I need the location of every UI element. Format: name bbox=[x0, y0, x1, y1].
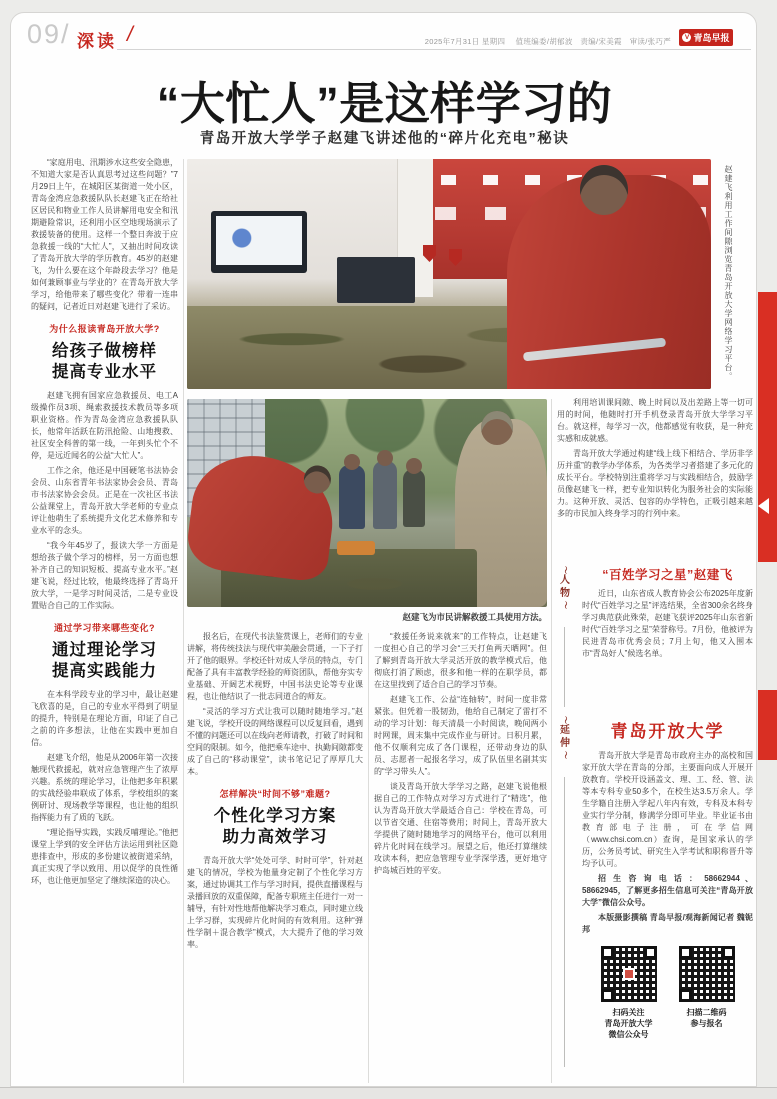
left-column bbox=[31, 157, 178, 1085]
qr-left-block bbox=[601, 946, 657, 1041]
photo-bystander-head bbox=[406, 458, 422, 474]
qr-finder-icon bbox=[601, 946, 614, 959]
main-headline: “大忙人”是这样学习的 bbox=[156, 78, 613, 129]
page-number: 09/ bbox=[27, 19, 71, 49]
paragraph: 在本科学段专业的学习中，最让赵建飞欣喜的是，自己的专业水平得到了明显的提升，特别是在理论方面，印证了自己之前的许多想法，让他在实践中更加自信。 bbox=[31, 689, 178, 747]
section3-kicker: 怎样解决“时间不够”难题? bbox=[219, 789, 331, 799]
section1-heading bbox=[31, 322, 178, 383]
paragraph: “救援任务说来就来”的工作特点，让赵建飞一度担心自己的学习会“三天打鱼两天晒网”。但了解到青岛开放大学灵活开放的教学模式后，他彻底打消了顾虑，很多和他一样的在职学员，都在这里找到了适合自己的学习节奏。 bbox=[374, 632, 547, 689]
page-sheet bbox=[10, 12, 757, 1087]
tilde-ornament: 〜 bbox=[561, 716, 570, 724]
paragraph: 近日，山东省成人教育协会公布2025年度新时代“百姓学习之星”评选结果，全省300余名终身学习典范获此殊荣，赵建飞获评2025年山东省新时代“百姓学习之星”荣誉称号。7月份，他被评为民进青岛市优秀会员；7月上旬，他又入围本市“青岛好人”候选名单。 bbox=[582, 589, 753, 658]
photo-reflective-stripe bbox=[523, 338, 666, 362]
profile-title: “百姓学习之星”赵建飞 bbox=[602, 568, 733, 582]
tilde-ornament: 〜 bbox=[561, 601, 570, 609]
qr-finder-icon bbox=[679, 946, 692, 959]
label-rule bbox=[564, 627, 565, 707]
section2-title-line2: 提高实践能力 bbox=[52, 661, 157, 681]
photo-bystander bbox=[339, 465, 365, 529]
page-edge-marker bbox=[758, 292, 777, 562]
section-name: 深读 bbox=[77, 32, 117, 51]
byline-credits: 本版摄影撰稿 青岛早报/观海新闻记者 魏铌邦 bbox=[582, 913, 753, 934]
extension-label-text: 延伸 bbox=[560, 725, 570, 749]
qr-finder-icon bbox=[644, 946, 657, 959]
qr-right-caption bbox=[687, 1007, 727, 1029]
column-divider bbox=[183, 159, 184, 1083]
extension-box bbox=[557, 713, 753, 1085]
date-text: 2025年7月31日 星期四 bbox=[424, 37, 506, 46]
photo-rescue-gear bbox=[337, 541, 375, 555]
admission-phone-label: 招生咨询电话： bbox=[598, 874, 705, 883]
signup-qr-code bbox=[679, 946, 735, 1002]
admission-phone-numbers: 58662944、58662945，了解更多招生信息可关注“青岛开放大学”微信公众号。 bbox=[582, 874, 754, 907]
dateline bbox=[291, 36, 671, 47]
paragraph: “灵活的学习方式让我可以随时随地学习。”赵建飞说，学校开设的网络课程可以反复回看，遇到不懂的问题还可以在线向老师请教，打破了时间和空间的限制。如今，他把乘车途中、执勤间隙都变成了自己的“移动课堂”，读书笔记记了厚厚几大本。 bbox=[187, 707, 363, 776]
photo-laptop bbox=[337, 257, 415, 303]
photo-bystander-head bbox=[377, 450, 393, 466]
lead-paragraph: “家庭用电、汛期涉水这些安全隐患，不知道大家是否认真思考过这些问题？”7月29日上午，在城阳区某街道一处小区，青岛金湾应急救援队队长赵建飞正在给社区居民和物业工作人员讲解用电安全和汛期避险常识，还利用小区空地现场演示了救援装备的使用。这样一个整日奔波于应急救援一线的“大忙人”，又抽出时间攻读了青岛开放大学的学历教育。45岁的赵建飞，为什么要在这个年龄段去学习？他是如何兼顾事业与学业的？在青岛开放大学学习，给他带来了哪些变化？带着一连串的疑问，记者近日对赵建飞进行了采访。 bbox=[31, 158, 178, 311]
paragraph: 报名后，在现代书法鉴赏课上，老师们的专业讲解，将传统技法与现代审美融会贯通，一下子打开了他的眼界。学校还针对成人学员的特点，专门配备了具有丰富教学经验的师资团队，帮他夯实专业基础、开阔艺术视野，中国书法史论等专业课程，也让他结识了一批志同道合的师友。 bbox=[187, 632, 363, 701]
qr-caption-line: 微信公众号 bbox=[608, 1030, 649, 1040]
column-divider bbox=[368, 633, 369, 1083]
qr-finder-icon bbox=[601, 989, 614, 1002]
section2-kicker: 通过学习带来哪些变化? bbox=[54, 622, 155, 633]
extension-content bbox=[582, 717, 753, 1041]
column-divider bbox=[551, 399, 552, 1083]
paragraph: “理论指导实践，实践反哺理论。”他把课堂上学到的安全评估方法运用到社区隐患排查中，形成的多份建议被街道采纳，真正实现了学以致用、用以促学的良性循环，也让他更加坚定了继续深造的决心。 bbox=[31, 827, 178, 885]
photo-monitor bbox=[211, 211, 307, 273]
photo-man-in-red-uniform bbox=[507, 175, 711, 389]
paragraph: 青岛开放大学“处处可学、时时可学”，针对赵建飞的情况，学校为他量身定制了个性化学习方案，通过协调其工作与学习时间，提供直播课程与录播回放的双重保障，配备专职班主任进行一对一辅导，有针对性地帮他解决学习难点，同时建立线上学习群，实现碎片化时间的有效利用。这种“弹性学制＋混合教学”模式，大大提升了他的学习效率。 bbox=[187, 855, 363, 949]
photo1-caption: 赵建飞利用工作间隙浏览青岛开放大学网络学习平台。 bbox=[724, 165, 733, 381]
section2-heading bbox=[31, 621, 178, 682]
wechat-qr-code bbox=[601, 946, 657, 1002]
masthead-logo-mark: V bbox=[682, 33, 691, 42]
section3-title-line2: 助力高效学习 bbox=[222, 827, 328, 847]
qr-caption-line: 青岛开放大学 bbox=[604, 1019, 653, 1029]
qr-finder-icon bbox=[679, 989, 692, 1002]
staff-credits: 值班编委/胡郁波 责编/宋美霞 审读/张巧严 bbox=[515, 37, 671, 46]
profile-label-text: 人物 bbox=[560, 575, 570, 599]
photo-outdoor-demo-scene bbox=[187, 399, 547, 607]
qr-center-logo-icon bbox=[623, 968, 635, 980]
section1-title-line2: 提高专业水平 bbox=[52, 362, 157, 382]
paragraph: 赵建飞工作、公益“连轴转”，时间一度非常紧张。但凭着一股韧劲，他给自己制定了雷打不动的学习计划：每天清晨一小时阅读，晚间两小时网课，周末集中完成作业与研讨。日积月累，他不仅顺利完成了各门课程，还带动身边的队员、志愿者一起报名学习，成了队伍里名副其实的“学习带头人”。 bbox=[374, 695, 547, 776]
tilde-ornament: 〜 bbox=[561, 566, 570, 574]
photo2-caption: 赵建飞为市民讲解救援工具使用方法。 bbox=[402, 612, 547, 622]
tilde-ornament: 〜 bbox=[561, 751, 570, 759]
photo-bystander-head bbox=[344, 454, 360, 470]
photo-man-head bbox=[481, 411, 513, 445]
qr-finder-icon bbox=[722, 946, 735, 959]
profile-content bbox=[582, 565, 753, 660]
section1-title-line1: 给孩子做榜样 bbox=[52, 341, 157, 360]
section2-title-line1: 通过理论学习 bbox=[52, 639, 157, 659]
admission-phone bbox=[582, 873, 753, 909]
photo-man-head bbox=[580, 165, 628, 215]
paragraph: 赵建飞拥有国家应急救援员、电工A级操作员3项、绳索救援技术教员等多项职业资格。作为青岛金湾应急救援队队长，他常年活跃在防汛抢险、山地搜救、社区安全科普的第一线，一年到头忙个不停，是远近闻名的公益“大忙人”。 bbox=[31, 390, 178, 460]
profile-box-label bbox=[557, 565, 573, 610]
middle-column-b bbox=[374, 631, 547, 1083]
photo-man-in-red-uniform bbox=[187, 449, 340, 583]
qr-caption-line: 参与报名 bbox=[690, 1019, 723, 1029]
photo-bystander bbox=[403, 469, 425, 527]
middle-column-a bbox=[187, 631, 363, 1083]
section-slash: / bbox=[127, 23, 133, 46]
section3-title-line1: 个性化学习方案 bbox=[213, 806, 337, 825]
qr-code-row bbox=[582, 946, 753, 1041]
paragraph: 利用培训课间隙、晚上时间以及出差路上等一切可用的时间，他随时打开手机登录青岛开放大学学习平台。就这样，每学习一次，他都感觉有收获，是一种充实感和成就感。 bbox=[557, 398, 753, 443]
photo-monitor-screen bbox=[216, 216, 302, 265]
paragraph: “我今年45岁了，报读大学一方面是想给孩子做个学习的榜样，另一方面也想补齐自己的知识短板、提高专业水平。”赵建飞说，经过比较，他最终选择了青岛开放大学，一是学习时间灵活，二是专业设置贴合自己的工作实际。 bbox=[31, 540, 178, 610]
section3-heading bbox=[187, 787, 363, 848]
profile-box bbox=[557, 563, 753, 709]
photo-bystander bbox=[373, 461, 397, 529]
qr-caption-line: 扫描二维码 bbox=[686, 1008, 727, 1017]
page-edge-marker bbox=[758, 690, 777, 760]
qr-caption-line: 扫码关注 bbox=[612, 1008, 645, 1017]
masthead-logo bbox=[679, 29, 733, 46]
qr-left-caption bbox=[605, 1007, 653, 1041]
qr-right-block bbox=[679, 946, 735, 1041]
edge-arrow-icon bbox=[758, 498, 769, 514]
paragraph: 青岛开放大学通过构建“线上线下相结合、学历非学历并重”的教学办学体系，为各类学习者搭建了多元化的成长平台。学校特别注重将学习与实践相结合，鼓励学员像赵建飞一样，把专业知识转化为服务社会的实际能力。这种开放、灵活、包容的办学特色，正吸引越来越多的市民加入终身学习的行列中来。 bbox=[557, 449, 753, 518]
photo-office-scene bbox=[187, 159, 711, 389]
header-rule bbox=[117, 49, 751, 50]
paragraph: 谈及青岛开放大学学习之路，赵建飞说他根据自己的工作特点对学习方式进行了“精选”，他认为青岛开放大学最适合自己：学校在青岛，可以节省交通、住宿等费用；时间上，青岛开放大学提供了随时随地学习的网络平台，他可以利用碎片化时间在线学习。展望之后，他还打算继续攻读本科，把应急管理专业学深学透，更好地守护岛城百姓的平安。 bbox=[374, 782, 547, 875]
extension-title: 青岛开放大学 bbox=[610, 722, 725, 741]
sub-headline: 青岛开放大学学子赵建飞讲述他的“碎片化充电”秘诀 bbox=[199, 131, 570, 147]
paragraph: 青岛开放大学是青岛市政府主办的高校和国家开放大学在青岛的分部，主要面向成人开展开放教育。学校开设涵盖文、理、工、经、管、法等本专科专业50多个，在校生达3.5万余人。学生学籍自注册入学起八年内有效，专科及本科专业实行学分制，修满学分即可毕业。毕业证书由教育部电子注册，可在学信网（www.chsi.com.cn）查询，是国家承认的学历，公务员考试、研究生入学考试和职称晋升等均予认可。 bbox=[582, 751, 753, 868]
bottom-page-edge bbox=[0, 1087, 777, 1099]
section1-kicker: 为什么报读青岛开放大学? bbox=[49, 324, 160, 334]
paragraph: 赵建飞介绍，他是从2006年第一次接触现代救援起，就对应急管理产生了浓厚兴趣。系统的理论学习，让他把多年积累的实战经验串联成了体系，学校组织的案例研讨、现场教学等课程，也让他的组织指挥能力有了质的飞跃。 bbox=[31, 752, 178, 822]
masthead-name: 青岛早报 bbox=[693, 33, 730, 43]
right-text-column bbox=[557, 397, 753, 559]
label-rule bbox=[564, 777, 565, 1067]
paragraph: 工作之余，他还是中国硬笔书法协会会员、山东省青年书法家协会会员、青岛市书法家协会会员。正是在一次社区书法公益课堂上，青岛开放大学老师的专业点评让他萌生了系统提升文化艺术修养和专业水平的念头。 bbox=[31, 465, 178, 535]
extension-box-label bbox=[557, 715, 573, 760]
